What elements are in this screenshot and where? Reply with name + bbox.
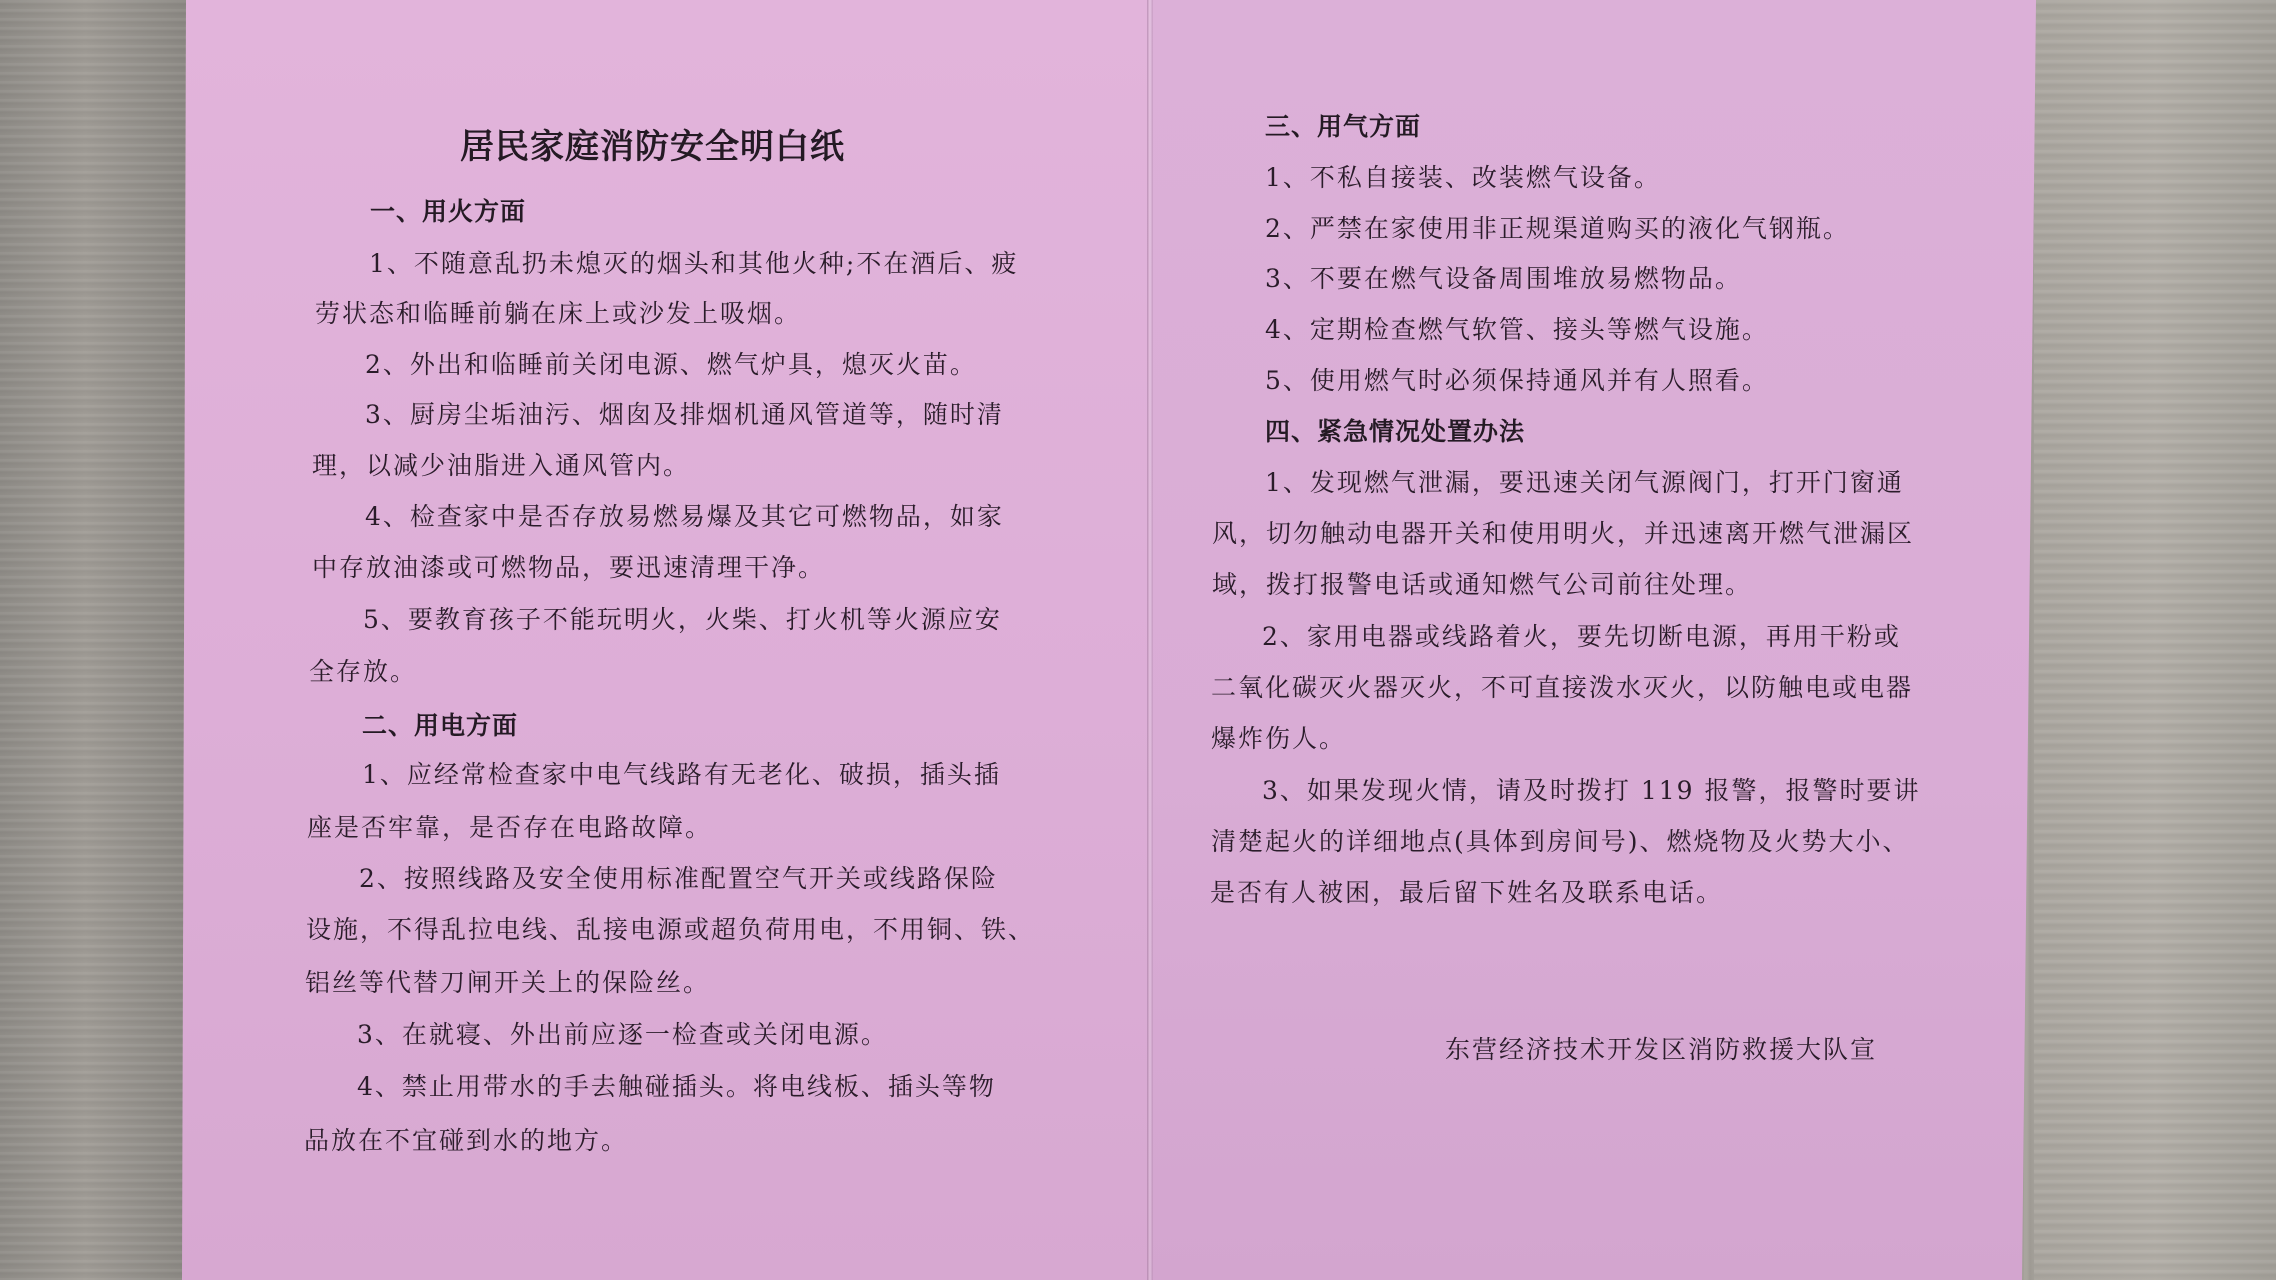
paragraph-line: 全存放。 <box>309 657 418 686</box>
paragraph-line: 座是否牢靠，是否存在电路故障。 <box>307 813 713 842</box>
paragraph-line: 2、外出和临睡前关闭电源、燃气炉具，熄灭火苗。 <box>365 350 977 379</box>
section-heading-emergency: 四、紧急情况处置办法 <box>1265 417 1526 446</box>
paragraph-line: 设施，不得乱拉电线、乱接电源或超负荷用电，不用铜、铁、 <box>306 915 1036 944</box>
issuer-signature: 东营经济技术开发区消防救援大队宣 <box>1445 1035 1878 1064</box>
paragraph-line: 2、严禁在家使用非正规渠道购买的液化气钢瓶。 <box>1265 214 1850 243</box>
paragraph-line: 4、定期检查燃气软管、接头等燃气设施。 <box>1265 315 1769 344</box>
paragraph-line: 4、检查家中是否存放易燃易爆及其它可燃物品，如家 <box>365 502 1004 531</box>
section-heading-electricity: 二、用电方面 <box>362 711 519 740</box>
paragraph-line: 爆炸伤人。 <box>1211 724 1347 753</box>
paragraph-line: 劳状态和临睡前躺在床上或沙发上吸烟。 <box>315 299 802 328</box>
paragraph-line: 5、要教育孩子不能玩明火，火柴、打火机等火源应安 <box>363 605 1002 634</box>
paragraph-line: 域，拨打报警电话或通知燃气公司前往处理。 <box>1212 570 1753 599</box>
paragraph-line: 风，切勿触动电器开关和使用明火，并迅速离开燃气泄漏区 <box>1212 519 1915 548</box>
paragraph-line: 中存放油漆或可燃物品，要迅速清理干净。 <box>312 553 826 582</box>
wooden-table-right <box>2034 0 2276 1280</box>
paragraph-line: 2、按照线路及安全使用标准配置空气开关或线路保险 <box>359 864 998 893</box>
page-fold <box>1147 0 1153 1280</box>
paragraph-line: 二氧化碳灭火器灭火，不可直接泼水灭火，以防触电或电器 <box>1211 673 1914 702</box>
document-title: 居民家庭消防安全明白纸 <box>460 127 845 167</box>
paragraph-line: 品放在不宜碰到水的地方。 <box>304 1126 629 1155</box>
paragraph-line: 1、不随意乱扔未熄灭的烟头和其他火种;不在酒后、疲 <box>369 249 1019 278</box>
paragraph-line: 2、家用电器或线路着火，要先切断电源，再用干粉或 <box>1262 622 1901 651</box>
paragraph-line: 1、发现燃气泄漏，要迅速关闭气源阀门，打开门窗通 <box>1265 468 1904 497</box>
paragraph-line: 清楚起火的详细地点(具体到房间号)、燃烧物及火势大小、 <box>1211 827 1910 856</box>
paragraph-line: 3、厨房尘垢油污、烟囱及排烟机通风管道等，随时清 <box>365 400 1004 429</box>
paragraph-line: 1、应经常检查家中电气线路有无老化、破损，插头插 <box>362 760 1001 789</box>
paragraph-line: 3、如果发现火情，请及时拨打 119 报警，报警时要讲 <box>1262 776 1921 805</box>
section-heading-gas: 三、用气方面 <box>1265 112 1422 141</box>
wooden-table-left <box>0 0 190 1280</box>
paragraph-line: 是否有人被困，最后留下姓名及联系电话。 <box>1210 878 1724 907</box>
paragraph-line: 4、禁止用带水的手去触碰插头。将电线板、插头等物 <box>357 1072 996 1101</box>
paragraph-line: 3、不要在燃气设备周围堆放易燃物品。 <box>1265 264 1742 293</box>
paragraph-line: 1、不私自接装、改装燃气设备。 <box>1265 163 1661 192</box>
paragraph-line: 铝丝等代替刀闸开关上的保险丝。 <box>305 968 711 997</box>
paragraph-line: 3、在就寝、外出前应逐一检查或关闭电源。 <box>357 1020 888 1049</box>
section-heading-fire: 一、用火方面 <box>370 197 527 226</box>
paragraph-line: 5、使用燃气时必须保持通风并有人照看。 <box>1265 366 1769 395</box>
paragraph-line: 理，以减少油脂进入通风管内。 <box>312 451 691 480</box>
